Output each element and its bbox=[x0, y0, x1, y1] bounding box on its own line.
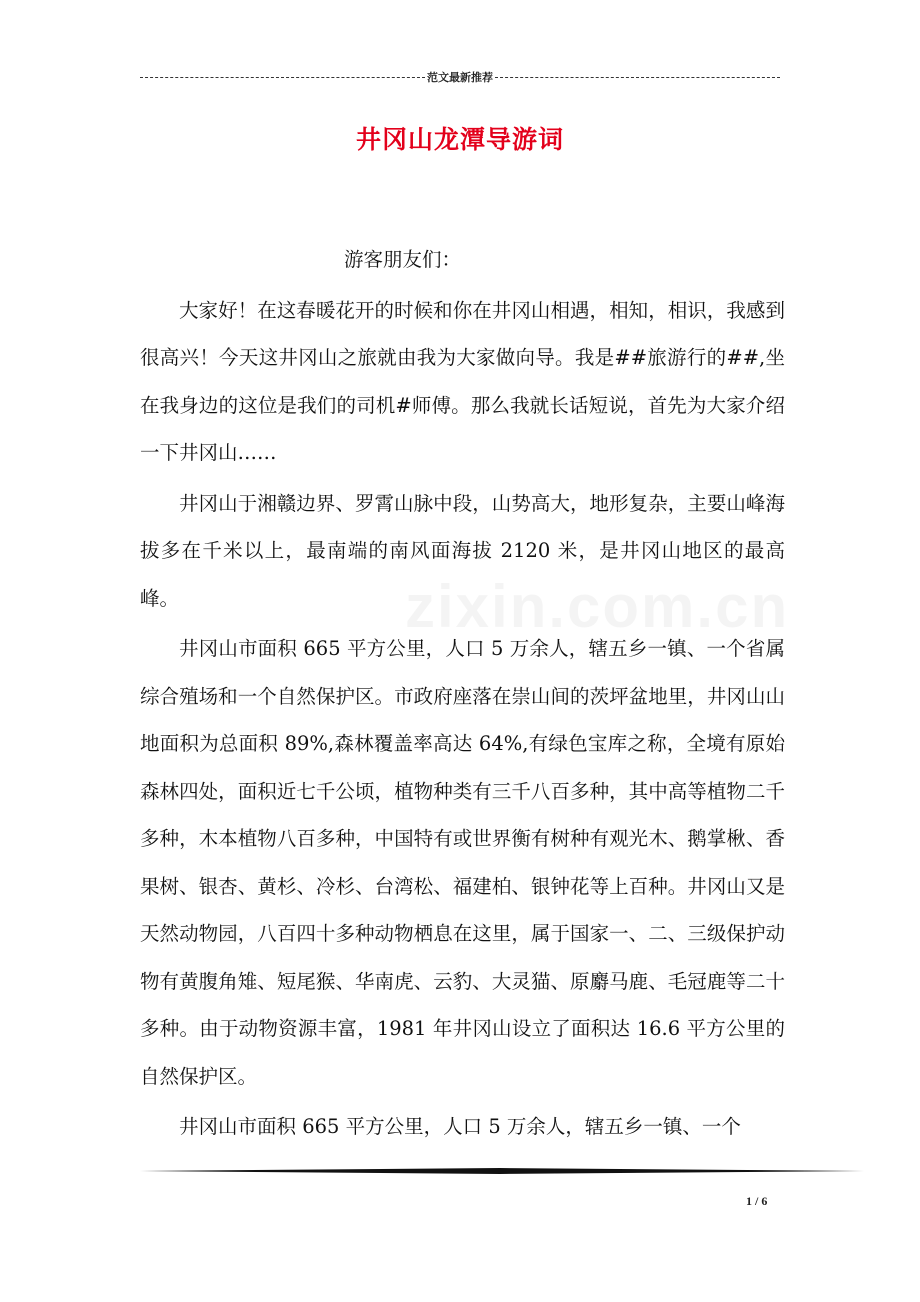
document-title: 井冈山龙潭导游词 bbox=[355, 125, 564, 154]
page-header bbox=[140, 68, 780, 86]
document-body bbox=[140, 236, 785, 1151]
header-label: 范文最新推荐 bbox=[427, 72, 493, 84]
paragraph-1: 大家好！在这春暖花开的时候和你在井冈山相遇，相知，相识，我感到很高兴！今天这井冈山之旅就由我为大家做向导。我是##旅游行的##,坐在我身边的这位是我们的司机#师傅。那么我就长话短说，首先为大家介绍一下井冈山…… bbox=[140, 298, 785, 464]
greeting: 游客朋友们： bbox=[344, 248, 462, 271]
header-dash-right bbox=[495, 77, 780, 78]
paragraph-4: 井冈山市面积 665 平方公里，人口 5 万余人，辖五乡一镇、一个 bbox=[179, 1115, 741, 1138]
paragraph-2: 井冈山于湘赣边界、罗霄山脉中段，山势高大，地形复杂，主要山峰海拔多在千米以上，最南端的南风面海拔 2120 米，是井冈山地区的最高峰。 bbox=[140, 491, 785, 610]
footer-rule bbox=[140, 1164, 864, 1178]
paragraph-3: 井冈山市面积 665 平方公里，人口 5 万余人，辖五乡一镇、一个省属综合殖场和一个自然保护区。市政府座落在崇山间的茨坪盆地里，井冈山山地面积为总面积 89%,森林覆盖率高达 64%,有绿色宝库之称，全境有原始森林四处，面积近七千公顷，植物种类有三千八百多种，其中高等植物二千多种，木本植物八百多种，中国特有或世界衡有树种有观光木、鹅掌楸、香果树、银杏、黄杉、冷杉、台湾松、福建柏、银钟花等上百种。井冈山又是天然动物园，八百四十多种动物栖息在这里，属于国家一、二、三级保护动物有黄腹角雉、短尾猴、华南虎、云豹、大灵猫、原麝马鹿、毛冠鹿等二十多种。由于动物资源丰富，1981 年井冈山设立了面积达 16.6 平方公里的自然保护区。 bbox=[140, 637, 785, 1088]
header-dash-left bbox=[140, 77, 425, 78]
page-number: 1 / 6 bbox=[746, 1194, 768, 1208]
